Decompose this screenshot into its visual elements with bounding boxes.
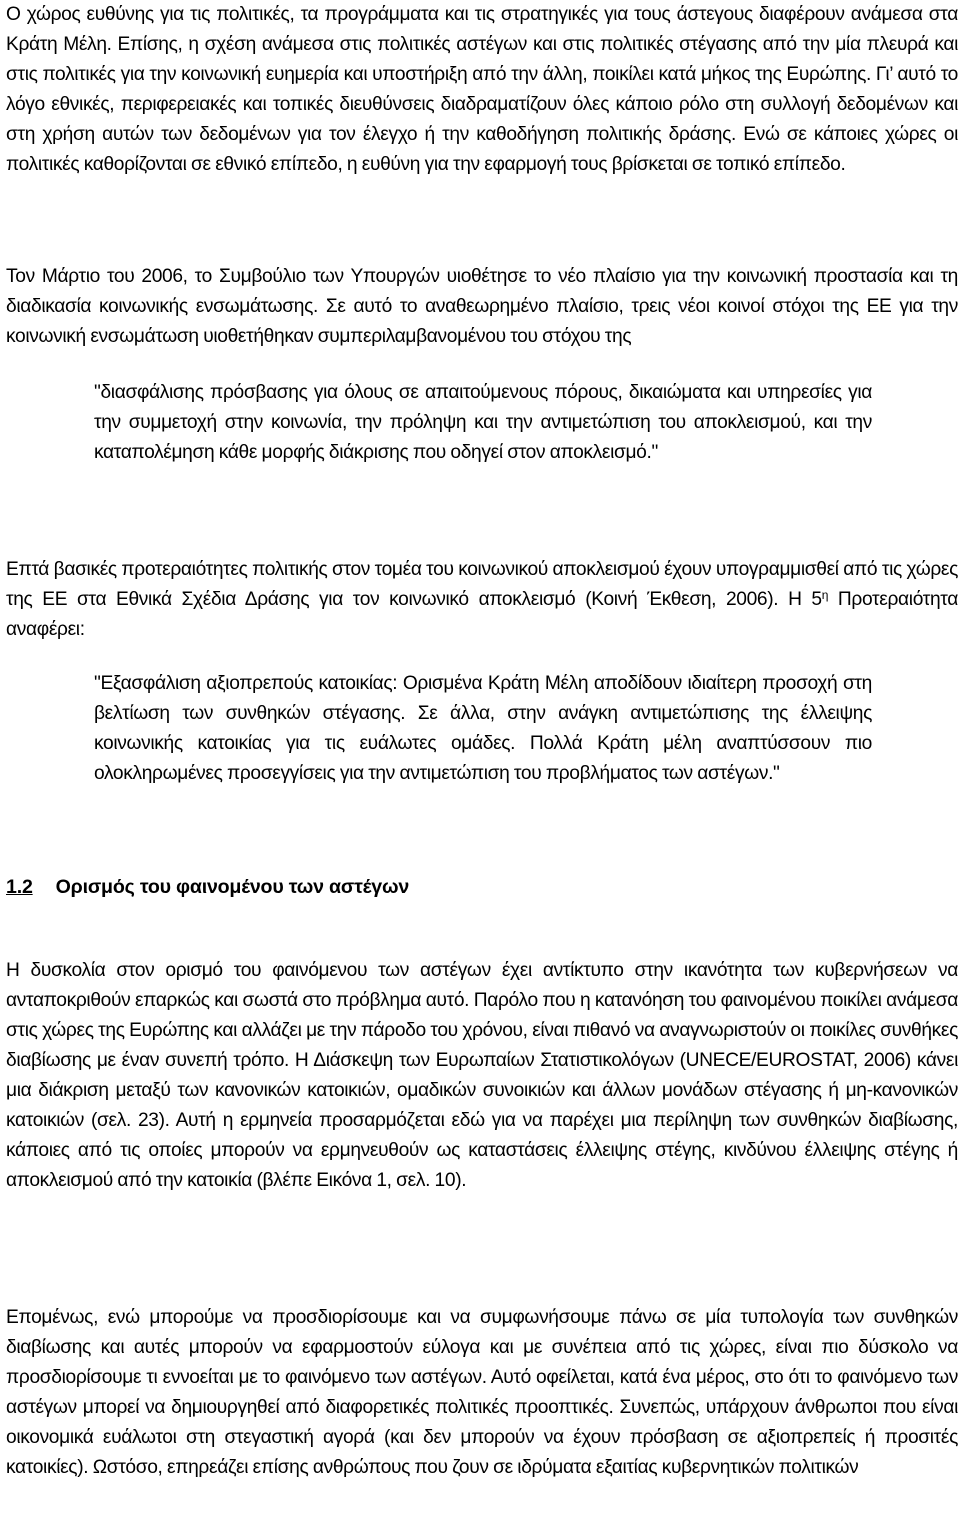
- paragraph-priorities-end: Προτεραιότητα αναφέρει:: [6, 589, 959, 640]
- section-heading: [6, 872, 958, 902]
- section-title: Ορισμός του φαινομένου των αστέγων: [55, 876, 410, 898]
- paragraph-council-framework: Τον Μάρτιο του 2006, το Συμβούλιο των Υπουργών υιοθέτησε το νέο πλαίσιο για την κοινωνική προστασία και τη διαδικασία κοινωνικής ενσωμάτωσης. Σε αυτό το αναθεωρημένο πλαίσιο, τρεις νέοι κοινοί στόχοι της ΕΕ για την κοινωνική ενσωμάτωση υιοθετήθηκαν συμπεριλαμβανομένου του στόχου της: [6, 266, 958, 347]
- quote-fifth-priority: "Εξασφάλιση αξιοπρεπούς κατοικίας: Ορισμένα Κράτη Μέλη αποδίδουν ιδιαίτερη προσοχή στη βελτίωση των συνθηκών στέγασης. Σε άλλα, στην ανάγκη αντιμετώπισης της έλλειψης κοινωνικής κατοικίας για τις ευάλωτες ομάδες. Πολλά Κράτη μέλη αναπτύσσουν πιο ολοκληρωμένες προσεγγίσεις για την αντιμετώπιση του προβλήματος των αστέγων.": [94, 673, 872, 784]
- section-number: 1.2: [6, 876, 33, 898]
- paragraph-responsibility: Ο χώρος ευθύνης για τις πολιτικές, τα προγράμματα και τις στρατηγικές για τους άστεγους διαφέρουν ανάμεσα στα Κράτη Μέλη. Επίσης, η σχέση ανάμεσα στις πολιτικές αστέγων και στις πολιτικές στέγασης από την μία πλευρά και στις πολιτικές για την κοινωνική ευημερία και υποστήριξη από την άλλη, ποικίλει κατά μήκος της Ευρώπης. Γι’ αυτό το λόγο εθνικές, περιφερειακές και τοπικές διευθύνσεις διαδραματίζουν όλες κάποιο ρόλο στη συλλογή δεδομένων και στη χρήση αυτών των δεδομένων για τον έλεγχο ή την καθοδήγηση πολιτικής δράσης. Ενώ σε κάποιες χώρες οι πολιτικές καθορίζονται σε εθνικό επίπεδο, η ευθύνη για την εφαρμογή τους βρίσκεται σε τοπικό επίπεδο.: [6, 4, 958, 175]
- paragraph-priorities-text: Επτά βασικές προτεραιότητες πολιτικής στον τομέα του κοινωνικού αποκλεισμού έχουν υπογραμμισθεί από τις χώρες της ΕΕ στα Εθνικά Σχέδια Δράσης για τον κοινωνικό αποκλεισμό (Κοινή Έκθεση, 2006). Η 5: [6, 559, 958, 610]
- paragraph-definition-difficulty: Η δυσκολία στον ορισμό του φαινόμενου των αστέγων έχει αντίκτυπο στην ικανότητα των κυβερνήσεων να ανταποκριθούν επαρκώς και σωστά στο πρόβλημα αυτό. Παρόλο που η κατανόηση του φαινομένου ποικίλει ανάμεσα στις χώρες της Ευρώπης και αλλάζει με την πάροδο του χρόνου, είναι πιθανό να αναγνωριστούν οι ποικίλες συνθήκες διαβίωσης με έναν συνεπή τρόπο. Η Διάσκεψη των Ευρωπαίων Στατιστικολόγων (UNECE/EUROSTAT, 2006) κάνει μια διάκριση μεταξύ των κανονικών κατοικιών, ομαδικών συνοικιών και άλλων μονάδων στέγασης ή μη-κανονικών κατοικιών (σελ. 23). Αυτή η ερμηνεία προσαρμόζεται εδώ για να παρέχει μια περίληψη των συνθηκών διαβίωσης, κάποιες από τις οποίες μπορούν να ερμηνευθούν ως καταστάσεις έλλειψης στέγης, κινδύνου έλλειψης στέγης ή αποκλεισμού από την κατοικία (βλέπε Εικόνα 1, σελ. 10).: [6, 960, 958, 1191]
- paragraph-typology: Επομένως, ενώ μπορούμε να προσδιορίσουμε και να συμφωνήσουμε πάνω σε μία τυπολογία των συνθηκών διαβίωσης και αυτές μπορούν να εφαρμοστούν εύλογα και με συνέπεια από τις χώρες, είναι πιο δύσκολο να προσδιορίσουμε τι εννοείται με το φαινόμενο των αστέγων. Αυτό οφείλεται, κατά ένα μέρος, στο ότι το φαινόμενο των αστέγων μπορεί να δημιουργηθεί από διαφορετικές πολιτικές προοπτικές. Συνεπώς, υπάρχουν άνθρωποι που είναι οικονομικά ευάλωτοι στη στεγαστική αγορά (και δεν μπορούν να έχουν πρόσβαση σε αξιοπρεπείς ή προσιτές κατοικίες). Ωστόσο, επηρεάζει επίσης ανθρώπους που ζουν σε ιδρύματα εξαιτίας κυβερνητικών πολιτικών: [6, 1307, 958, 1478]
- paragraph-priorities: [6, 555, 958, 645]
- quote-social-inclusion-objective: "διασφάλισης πρόσβασης για όλους σε απαιτούμενους πόρους, δικαιώματα και υπηρεσίες για την συμμετοχή στην κοινωνία, την πρόληψη και την αντιμετώπιση του αποκλεισμού, και την καταπολέμηση κάθε μορφής διάκρισης που οδηγεί στον αποκλεισμό.": [94, 382, 872, 463]
- ordinal-superscript: η: [821, 588, 829, 602]
